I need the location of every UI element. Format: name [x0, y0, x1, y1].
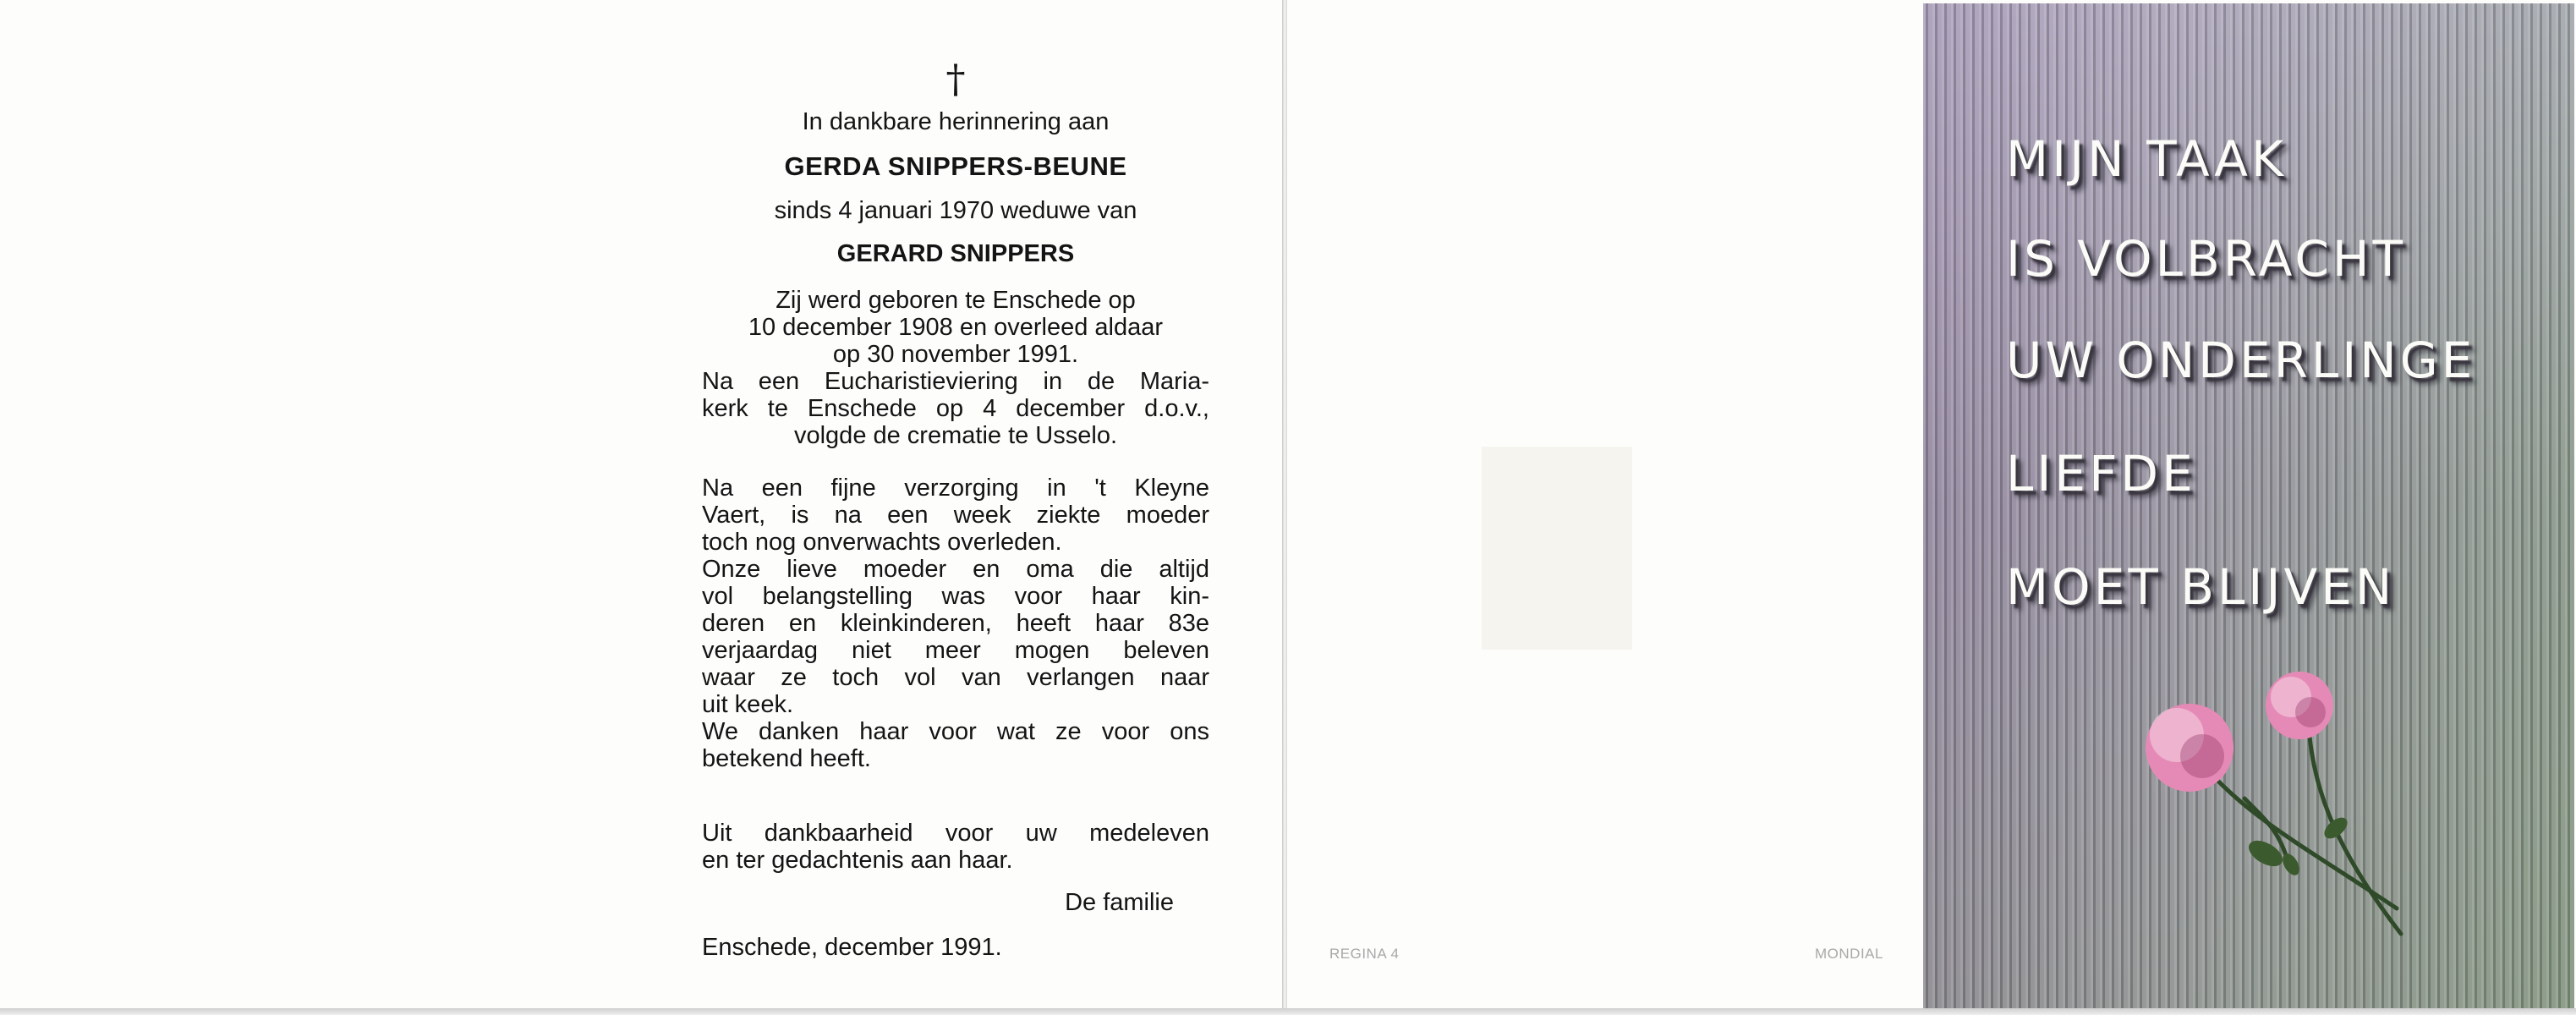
text-line: op 30 november 1991.: [832, 341, 1079, 368]
text-line: uit keek.: [702, 691, 793, 718]
text-line: vol belangstelling was voor haar kin-: [702, 583, 1209, 610]
text-line: en ter gedachtenis aan haar.: [702, 847, 1013, 874]
rose-left: [2146, 704, 2233, 792]
text-line: deren en kleinkinderen, heeft haar 83e: [702, 610, 1209, 637]
text-line: toch nog onverwachts overleden.: [702, 529, 1062, 556]
text-line: Onze lieve moeder en oma die altijd: [702, 556, 1209, 583]
text-line: waar ze toch vol van verlangen naar: [702, 664, 1209, 691]
imprint-left: REGINA 4: [1329, 946, 1400, 962]
text-line: Zij werd geboren te Enschede op: [776, 287, 1136, 314]
text-line: kerk te Enschede op 4 december d.o.v.,: [702, 395, 1209, 422]
card-inside-left: [0, 0, 1284, 1013]
deceased-name: GERDA SNIPPERS-BEUNE: [784, 151, 1127, 181]
card-bottom-edge: [0, 1008, 2576, 1015]
text-line: volgde de crematie te Usselo.: [793, 422, 1118, 449]
memorial-text: [702, 56, 1209, 962]
thanks-family-paragraph: [702, 718, 1209, 772]
place-date: Enschede, december 1991.: [702, 934, 1002, 961]
birth-death-paragraph: [702, 287, 1209, 368]
plaque-line: LIEFDE: [2006, 445, 2196, 502]
rose-right: [2266, 672, 2333, 739]
roses-illustration: [2118, 655, 2422, 959]
tribute-paragraph: [702, 556, 1209, 718]
text-line: 10 december 1908 en overleed aldaar: [748, 314, 1164, 341]
intro-line: In dankbare herinnering aan: [802, 108, 1110, 135]
service-paragraph: [702, 368, 1209, 449]
plaque-line: UW ONDERLINGE: [2006, 332, 2476, 389]
text-line: Na een Eucharistieviering in de Maria-: [702, 368, 1209, 395]
widow-line: sinds 4 januari 1970 weduwe van: [774, 197, 1137, 224]
signature: De familie: [1065, 889, 1174, 916]
faint-photo-imprint: [1482, 447, 1632, 650]
text-line: We danken haar voor wat ze voor ons: [702, 718, 1209, 745]
memorial-photo: [1923, 3, 2574, 1010]
cross-icon: †: [945, 56, 966, 102]
text-line: Na een fijne verzorging in 't Kleyne: [702, 475, 1209, 502]
care-paragraph: [702, 475, 1209, 556]
text-line: verjaardag niet meer mogen beleven: [702, 637, 1209, 664]
imprint-right: MONDIAL: [1815, 946, 1883, 962]
text-line: Uit dankbaarheid voor uw medeleven: [702, 820, 1209, 847]
husband-name: GERARD SNIPPERS: [836, 240, 1075, 267]
plaque-line: MOET BLIJVEN: [2006, 558, 2396, 616]
text-line: Vaert, is na een week ziekte moeder: [702, 502, 1209, 529]
plaque-line: IS VOLBRACHT: [2006, 230, 2406, 288]
text-line: betekend heeft.: [702, 745, 871, 772]
gratitude-paragraph: [702, 820, 1209, 874]
plaque-line: MIJN TAAK: [2006, 130, 2288, 188]
